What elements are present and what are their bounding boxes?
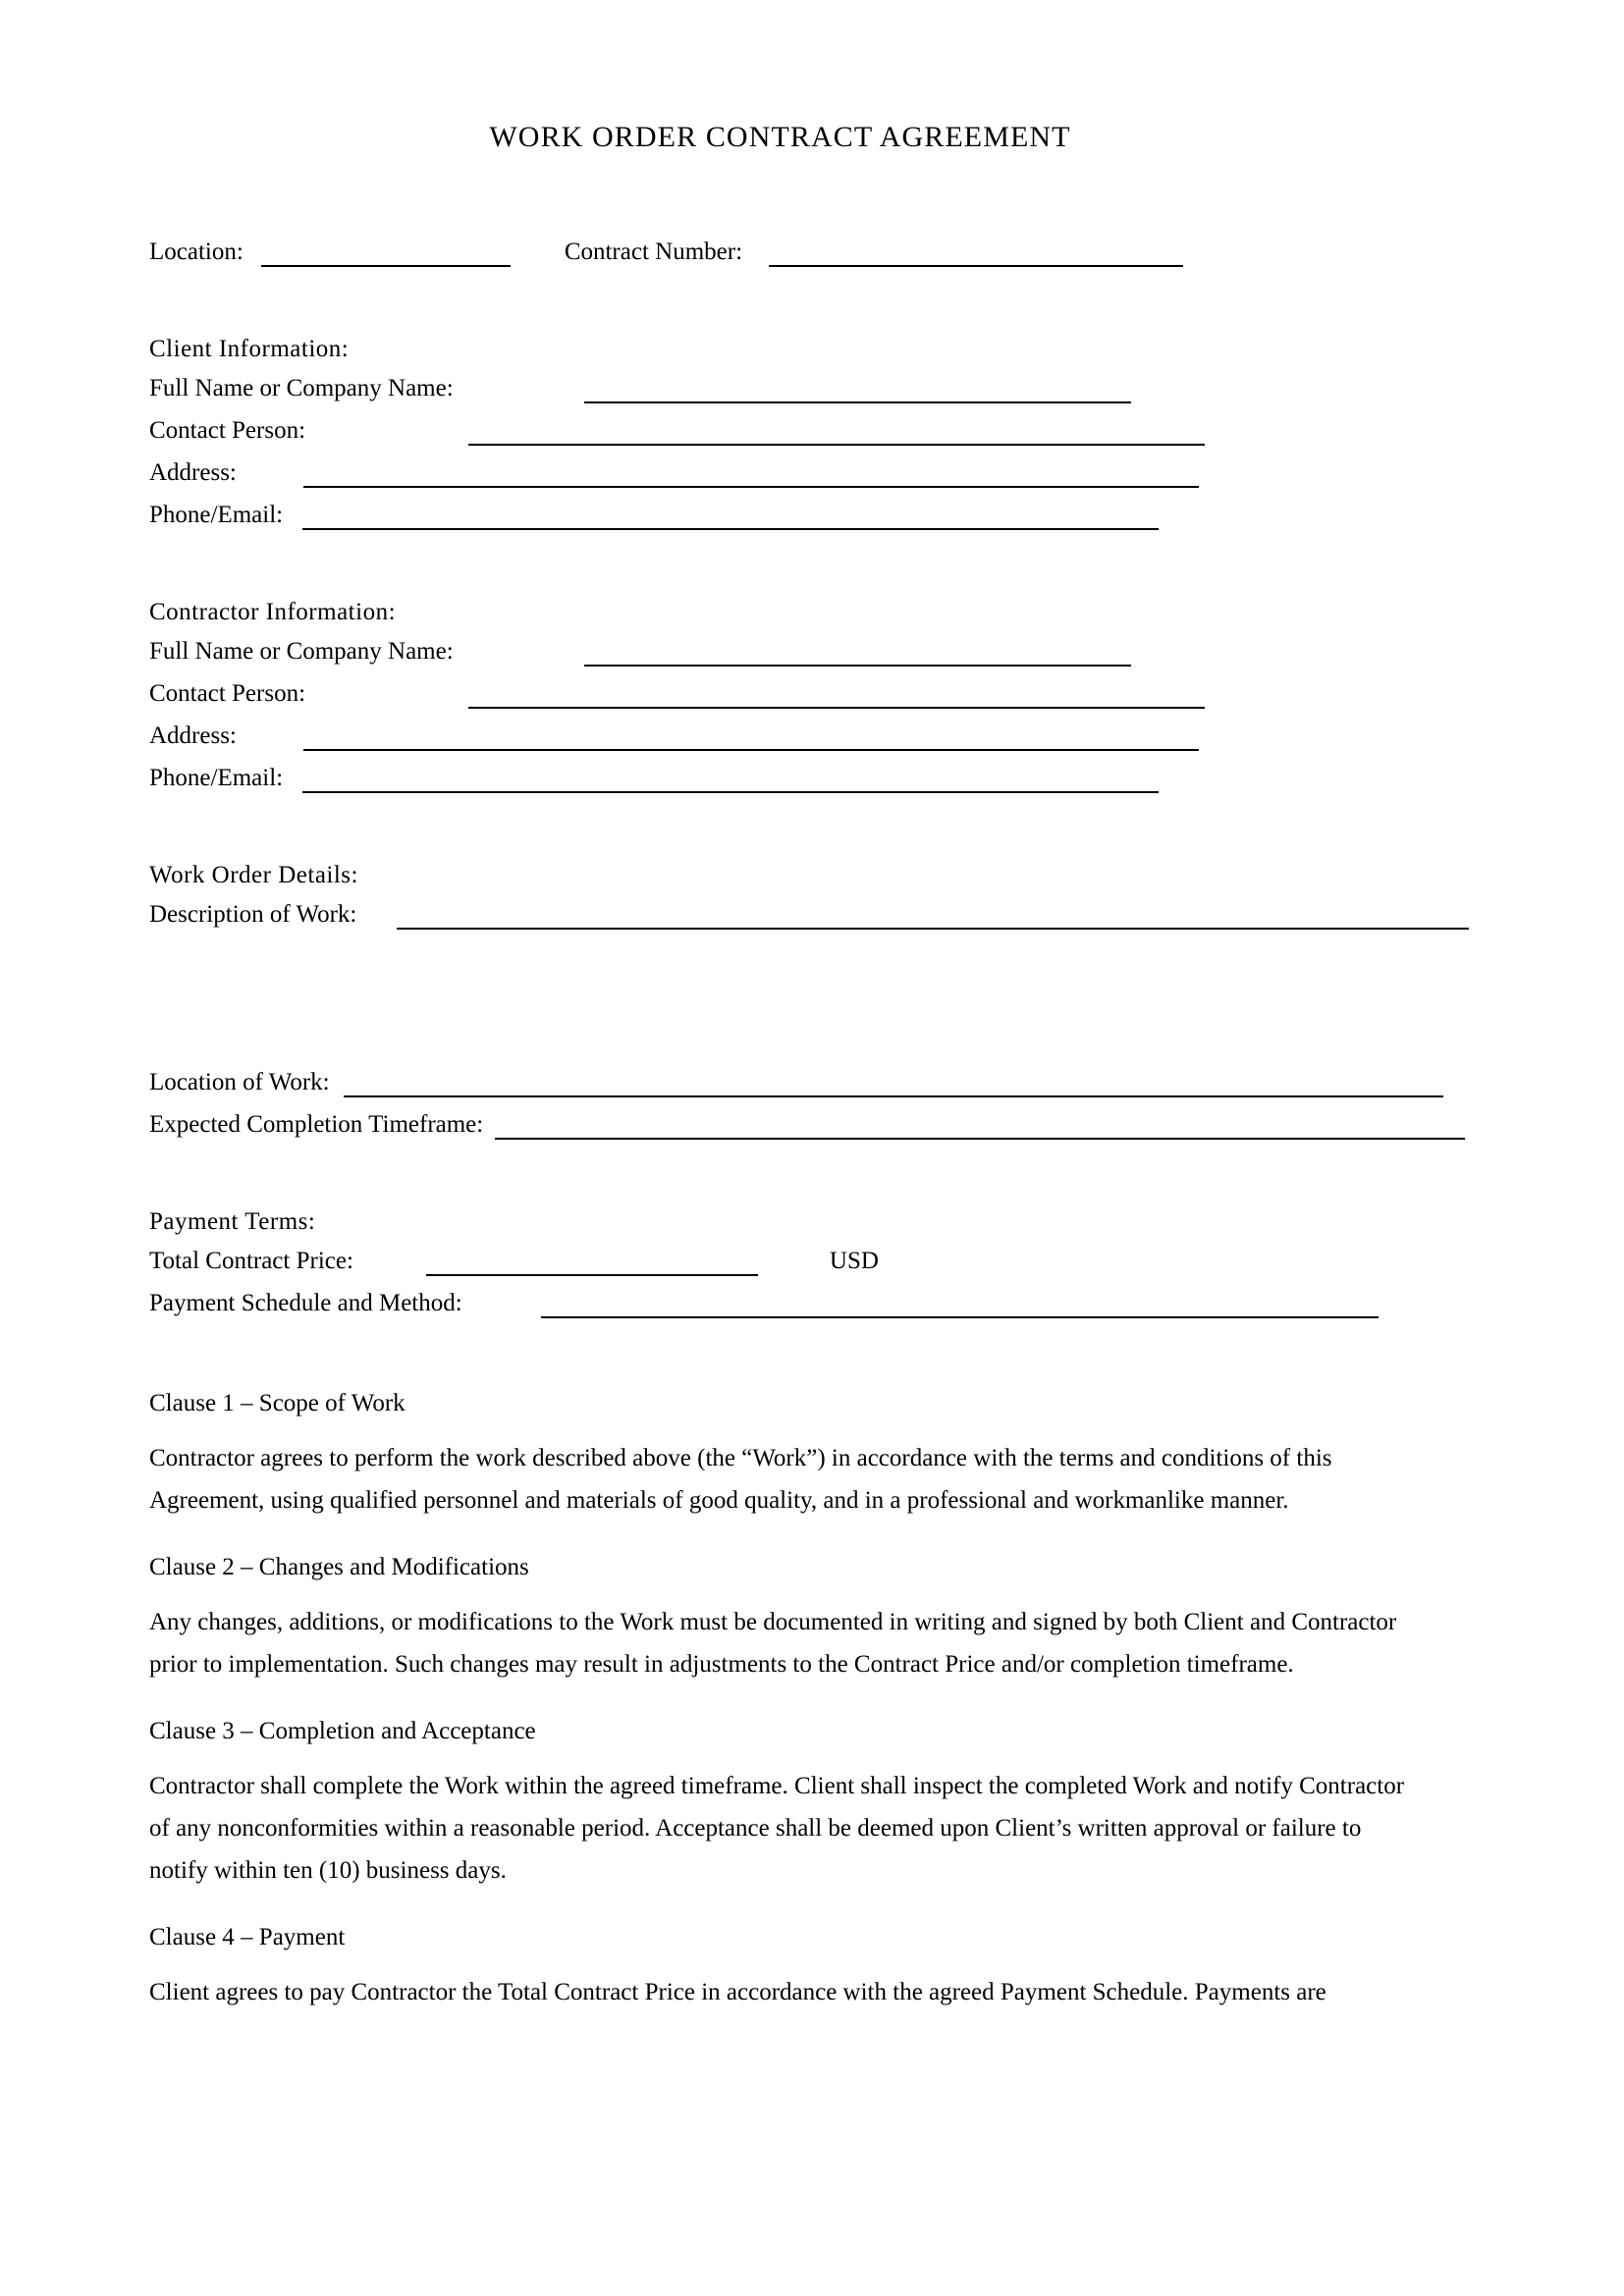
- payment-schedule-row: [149, 1276, 1411, 1318]
- contractor-contact-person-label: Contact Person:: [149, 680, 306, 707]
- contractor-address-row: [149, 709, 1411, 751]
- client-contact-person-row: [149, 403, 1411, 446]
- contractor-information-heading: Contractor Information:: [149, 599, 397, 625]
- contractor-phone-email-label: Phone/Email:: [149, 765, 284, 791]
- work-order-details-heading: Work Order Details:: [149, 862, 358, 888]
- contractor-contact-person-input-rule[interactable]: [468, 707, 1205, 709]
- total-contract-price-row: [149, 1234, 1411, 1276]
- location-of-work-label: Location of Work:: [149, 1069, 330, 1095]
- clause-4-title: Clause 4 – Payment: [149, 1924, 346, 1950]
- description-writing-space: [149, 930, 1411, 1055]
- description-of-work-input-rule[interactable]: [397, 928, 1469, 930]
- client-information-heading: Client Information:: [149, 336, 350, 362]
- payment-terms-heading: Payment Terms:: [149, 1208, 316, 1235]
- spacer: [149, 267, 1411, 319]
- contractor-full-name-input-rule[interactable]: [584, 665, 1131, 667]
- document-content: [149, 0, 1411, 2013]
- contractor-address-input-rule[interactable]: [303, 749, 1199, 751]
- page-title: WORK ORDER CONTRACT AGREEMENT: [489, 121, 1071, 153]
- spacer: [149, 1140, 1411, 1192]
- header-fields-row: [149, 225, 1411, 267]
- contractor-full-name-row: [149, 624, 1411, 667]
- clause-2: [149, 1555, 1411, 1685]
- currency-label: USD: [829, 1248, 879, 1274]
- client-contact-person-input-rule[interactable]: [468, 444, 1205, 446]
- spacer: [149, 530, 1411, 582]
- clause-3-body: Contractor shall complete the Work within the agreed timeframe. Client shall inspect the completed Work and notify Contractor of any nonconformities within a reasonable period. Acceptance shall be deemed upon Client’s written approval or failure to notify within ten (10) business days.: [149, 1773, 1405, 1884]
- description-of-work-label: Description of Work:: [149, 901, 357, 928]
- contract-number-input-rule[interactable]: [769, 265, 1183, 267]
- client-phone-email-input-rule[interactable]: [302, 528, 1159, 530]
- client-full-name-row: [149, 361, 1411, 403]
- clause-1: [149, 1391, 1411, 1522]
- contractor-full-name-label: Full Name or Company Name:: [149, 638, 454, 665]
- total-contract-price-input-rule[interactable]: [426, 1274, 758, 1276]
- contractor-phone-email-input-rule[interactable]: [302, 791, 1159, 793]
- clause-4: [149, 1925, 1411, 2013]
- expected-completion-input-rule[interactable]: [495, 1138, 1465, 1140]
- client-address-row: [149, 446, 1411, 488]
- expected-completion-label: Expected Completion Timeframe:: [149, 1111, 484, 1138]
- description-of-work-row: [149, 887, 1411, 930]
- client-contact-person-label: Contact Person:: [149, 417, 306, 444]
- contract-number-label: Contract Number:: [564, 239, 743, 265]
- clause-4-body: Client agrees to pay Contractor the Total Contract Price in accordance with the agreed Payment Schedule. Payments are: [149, 1979, 1326, 2005]
- client-phone-email-label: Phone/Email:: [149, 502, 284, 528]
- location-of-work-input-rule[interactable]: [344, 1095, 1443, 1097]
- payment-schedule-input-rule[interactable]: [541, 1316, 1379, 1318]
- clause-1-body: Contractor agrees to perform the work described above (the “Work”) in accordance with the terms and conditions of this Agreement, using qualified personnel and materials of good quality, and in a professional and workmanlike manner.: [149, 1445, 1332, 1514]
- client-address-input-rule[interactable]: [303, 486, 1199, 488]
- clause-3: [149, 1719, 1411, 1892]
- location-input-rule[interactable]: [261, 265, 511, 267]
- location-of-work-row: [149, 1055, 1411, 1097]
- contractor-address-label: Address:: [149, 722, 237, 749]
- clause-1-title: Clause 1 – Scope of Work: [149, 1390, 406, 1416]
- clause-2-title: Clause 2 – Changes and Modifications: [149, 1554, 529, 1580]
- client-address-label: Address:: [149, 459, 237, 486]
- client-full-name-input-rule[interactable]: [584, 401, 1131, 403]
- spacer: [149, 1318, 1411, 1358]
- spacer: [149, 155, 1411, 207]
- spacer: [149, 207, 1411, 225]
- client-phone-email-row: [149, 488, 1411, 530]
- clause-2-body: Any changes, additions, or modifications to the Work must be documented in writing and signed by both Client and Contractor prior to implementation. Such changes may result in adjustments to the Contract Price and/or completion timeframe.: [149, 1609, 1397, 1678]
- total-contract-price-label: Total Contract Price:: [149, 1248, 353, 1274]
- client-full-name-label: Full Name or Company Name:: [149, 375, 454, 401]
- clause-3-title: Clause 3 – Completion and Acceptance: [149, 1718, 536, 1744]
- payment-schedule-label: Payment Schedule and Method:: [149, 1290, 462, 1316]
- contractor-contact-person-row: [149, 667, 1411, 709]
- contractor-phone-email-row: [149, 751, 1411, 793]
- expected-completion-row: [149, 1097, 1411, 1140]
- spacer: [149, 793, 1411, 845]
- location-label: Location:: [149, 239, 244, 265]
